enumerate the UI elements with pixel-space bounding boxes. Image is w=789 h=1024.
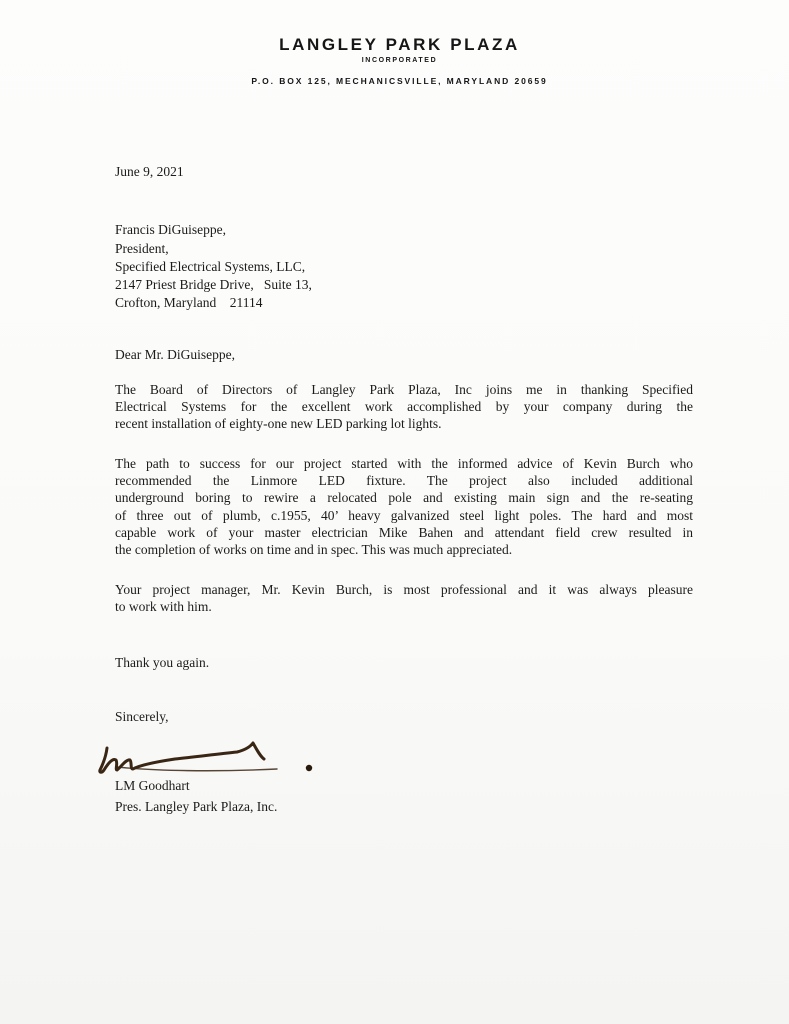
recipient-company: Specified Electrical Systems, LLC,	[115, 259, 306, 274]
recipient-city: Crofton, Maryland 21114	[115, 295, 263, 310]
signer-title: Pres. Langley Park Plaza, Inc.	[115, 799, 278, 814]
salutation: Dear Mr. DiGuiseppe,	[115, 347, 235, 362]
paragraph-2-line: capable work of your master electrician Mike Bahen and attendant field crew resulted in	[115, 524, 693, 540]
handwritten-signature	[95, 728, 335, 784]
letterhead	[0, 34, 789, 87]
thank-you-line: Thank you again.	[115, 655, 210, 670]
closing: Sincerely,	[115, 709, 169, 724]
recipient-street: 2147 Priest Bridge Drive, Suite 13,	[115, 277, 312, 292]
paragraph-2-line: the completion of works on time and in spec. This was much appreciated.	[115, 542, 513, 558]
recipient-title: President,	[115, 241, 169, 256]
paragraph-2-line: recommended the Linmore LED fixture. The project also included additional	[115, 473, 693, 489]
company-incorporated: INCORPORATED	[361, 57, 438, 64]
paragraph-2-line: of three out of plumb, c.1955, 40’ heavy galvanized steel light poles. The hard and most	[115, 507, 693, 523]
paragraph-3-line: to work with him.	[115, 599, 212, 615]
paragraph-1-line: Electrical Systems for the excellent work accomplished by your company during the	[115, 399, 693, 415]
paragraph-2	[115, 455, 693, 558]
paragraph-1	[115, 381, 693, 433]
company-address: P.O. BOX 125, MECHANICSVILLE, MARYLAND 20659	[251, 76, 548, 86]
paragraph-3	[115, 581, 693, 615]
company-name: LANGLEY PARK PLAZA	[279, 35, 520, 54]
signer-name: LM Goodhart	[115, 778, 190, 793]
paragraph-2-line: The path to success for our project started with the informed advice of Kevin Burch who	[115, 456, 693, 471]
paragraph-3-line: Your project manager, Mr. Kevin Burch, is most professional and it was always pleasure	[115, 582, 693, 597]
letter-date: June 9, 2021	[115, 164, 184, 179]
paragraph-1-line: recent installation of eighty-one new LED parking lot lights.	[115, 416, 442, 432]
recipient-name: Francis DiGuiseppe,	[115, 222, 226, 237]
paragraph-2-line: underground boring to rewire a relocated pole and existing main sign and the re-seating	[115, 490, 693, 506]
paragraph-1-line: The Board of Directors of Langley Park Plaza, Inc joins me in thanking Specified	[115, 382, 693, 397]
